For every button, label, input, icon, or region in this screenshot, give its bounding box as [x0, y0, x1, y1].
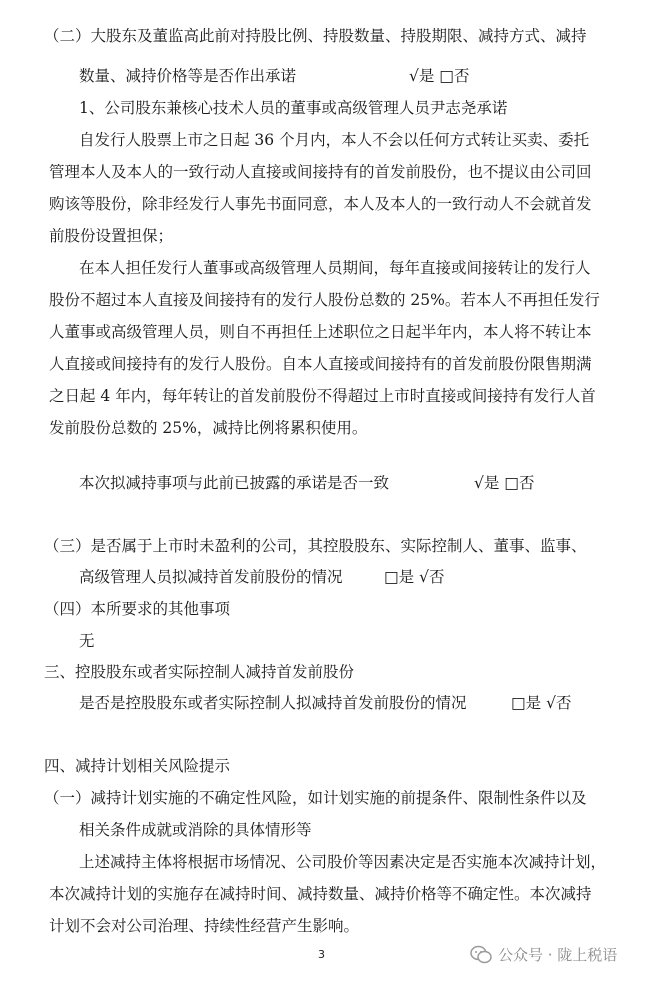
checkbox-answer: √是 □否	[409, 67, 470, 85]
line-text: 自发行人股票上市之日起 36 个月内，本人不会以任何方式转让买卖、委托	[79, 131, 590, 149]
text-line	[79, 852, 606, 872]
text-line	[44, 599, 230, 619]
line-text: 前股份设置担保；	[49, 227, 174, 245]
line-text: （四）本所要求的其他事项	[44, 600, 231, 618]
line-text: 1、公司股东兼核心技术人员的董事或高级管理人员尹志尧承诺	[79, 99, 508, 117]
text-line	[79, 820, 312, 840]
checkbox-answer: □是 √否	[511, 694, 572, 712]
line-text: 购该等股份，除非经发行人事先书面同意，本人及本人的一致行动人不会就首发	[49, 195, 592, 213]
line-text: 在本人担任发行人董事或高级管理人员期间，每年直接或间接转让的发行人	[79, 259, 591, 277]
line-text: （一）减持计划实施的不确定性风险，如计划实施的前提条件、限制性条件以及	[44, 789, 587, 807]
text-line	[79, 567, 445, 587]
line-text: 管理本人及本人的一致行动人直接或间接持有的首发前股份，也不提议由公司回	[49, 163, 592, 181]
line-text: 计划不会对公司治理、持续性经营产生影响。	[49, 917, 360, 935]
line-text: 本次拟减持事项与此前已披露的承诺是否一致	[79, 474, 390, 492]
text-line	[79, 473, 535, 493]
wechat-icon	[470, 945, 492, 965]
text-line	[79, 631, 95, 651]
text-line	[49, 418, 367, 438]
text-line	[44, 756, 230, 776]
line-text: 相关条件成就或消除的具体情形等	[79, 821, 312, 839]
text-line	[79, 130, 589, 150]
text-line	[49, 386, 596, 406]
line-text: （三）是否属于上市时未盈利的公司，其控股股东、实际控制人、董事、监事、	[44, 537, 587, 555]
text-line	[44, 788, 587, 808]
line-text: 本次减持计划的实施存在减持时间、减持数量、减持价格等不确定性。本次减持	[49, 885, 592, 903]
line-text: 股份不超过本人直接及间接持有的发行人股份总数的 25%。若本人不再担任发行	[49, 291, 600, 309]
text-line	[49, 884, 592, 904]
line-text: 上述减持主体将根据市场情况、公司股价等因素决定是否实施本次减持计划，	[79, 853, 607, 871]
line-text: 发前股份总数的 25%，减持比例将累积使用。	[49, 419, 368, 437]
text-line	[44, 536, 587, 556]
line-text: 四、减持计划相关风险提示	[44, 757, 231, 775]
line-text: 人直接或间接持有的发行人股份。自本人直接或间接持有的首发前股份限售期满	[49, 355, 592, 373]
checkbox-answer: □是 √否	[384, 568, 445, 586]
text-line	[49, 290, 600, 310]
line-text: 三、控股股东或者实际控制人减持首发前股份	[44, 663, 355, 681]
text-line	[49, 916, 359, 936]
text-line	[49, 226, 173, 246]
watermark	[470, 944, 617, 965]
page-number: 3	[318, 948, 325, 961]
text-line	[49, 322, 592, 342]
text-line	[49, 354, 592, 374]
text-line	[79, 98, 507, 118]
text-line	[44, 26, 587, 46]
checkbox-answer: √是 □否	[474, 474, 535, 492]
watermark-text: 公众号 · 陇上税语	[498, 946, 618, 964]
line-text: 无	[79, 632, 95, 650]
line-text: 数量、减持价格等是否作出承诺	[79, 67, 297, 85]
text-line	[79, 693, 572, 713]
text-line	[49, 162, 592, 182]
line-text: 人董事或高级管理人员，则自不再担任上述职位之日起半年内，本人将不转让本	[49, 323, 592, 341]
text-line	[49, 194, 592, 214]
text-line	[44, 662, 354, 682]
line-text: 高级管理人员拟减持首发前股份的情况	[79, 568, 343, 586]
line-text: 是否是控股股东或者实际控制人拟减持首发前股份的情况	[79, 694, 467, 712]
line-text: 之日起 4 年内，每年转让的首发前股份不得超过上市时直接或间接持有发行人首	[49, 387, 596, 405]
text-line	[79, 258, 591, 278]
text-line	[79, 66, 470, 86]
line-text: （二）大股东及董监高此前对持股比例、持股数量、持股期限、减持方式、减持	[44, 27, 587, 45]
